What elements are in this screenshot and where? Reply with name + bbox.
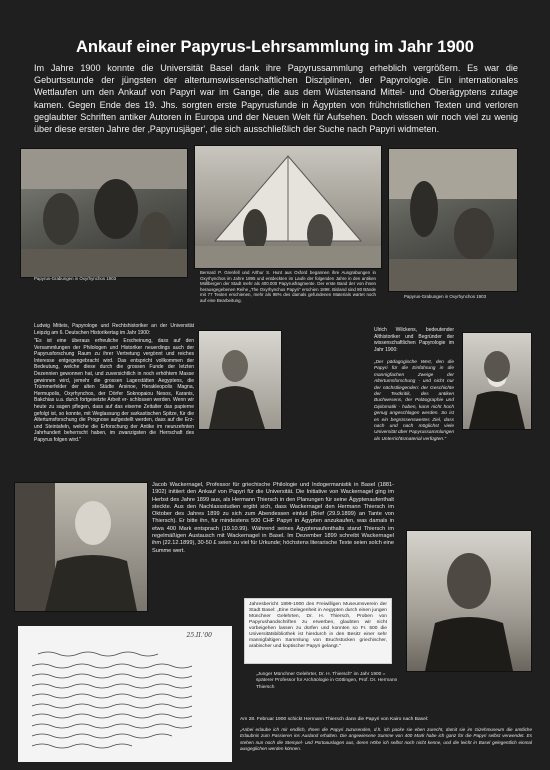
museumsverein-report-box: Jahresbericht 1899-1900 des Freiwilligen Museumsverein der Stadt Basel: „Eine Gelegenheit in Aegypten durch einen jungen Münchner Gelehrten, Dr. H. Thiersch, Proben von Papyrushandschriften zu erwerben, glaubten wir nicht vorbeigehen lassen zu dürfen und konnten so Fr. 500 die Universitätsbibliothek ist hierdurch in den Besitz einer sehr mannigfaltigen Sammlung von Bruchstücken griechischer, arabischer und koptischer Papyri gelangt." xyxy=(244,598,392,664)
excavation-photo-right xyxy=(388,148,518,292)
middle-photo-caption: Bernard P. Grenfell und Arthur S. Hunt aus Oxford begannen ihre Ausgrabungen in Oxyrhynchos im Jahre 1895 und entdeckten im Laufe der folgenden Jahre in den antiken Müllbergen der Stadt mehr als 400.000 Papyrusfragmente. Der erste Band der von ihnen herausgegebenen Reihe „The Oxyrhynchus Papyri" erschien 1898. Bisland sind 80 Bände mit 77 Texten erschienen, mehr als 98% des damals gefundenen Materials wartet noch auf eine Bearbeitung. xyxy=(200,270,376,303)
bottom-lead: Am 28. Februar 1900 schickt Hermann Thiersch dann die Papyri von Kairo nach Basel: xyxy=(240,717,429,722)
right-photo-caption: Papyrus-Grabungen in Oxyrhynchos 1903 xyxy=(404,294,487,299)
grenfell-hunt-tent-photo xyxy=(194,145,382,269)
mitteis-portrait xyxy=(198,330,282,430)
intro-text: Im Jahre 1900 konnte die Universität Basel dank ihre Papyrussammlung erheblich vergrößern. Es war die Geburtsstunde der jüngsten der altertumswissenschaftlichen Disziplinen, der Papyrologie. Ein internationales Wettlaufen um den Ankauf von Papyri war im Gange, die aus dem Wüstensand Mittel- und Oberägyptens zutage kamen. Gegen Ende des 19. Jhs. sorgten erste Papyrusfunde in Ägypten von frühchristlichen Texten und verloren geglaubter Schriften antiker Autoren in Europa und der Neuen Welt für Aufsehen. Doch wissen wir noch viel zu wenig über diese ersten Jahre der ‚Papyrusjäger', die sich ausschließlich der Suche nach Papyri widmeten. xyxy=(34,63,518,135)
wilcken-portrait xyxy=(462,332,532,430)
letter-handwriting xyxy=(18,626,232,762)
page-title: Ankauf einer Papyrus-Lehrsammlung im Jahr 1900 xyxy=(76,38,474,56)
wilcken-quote: „Der pädagogische Wert, den die Papyri für die Einführung in die mannigfachen Zweige der Altertumsforschung - und nicht nur der nächstliegenden: der Geschichte der Textkritik, des antiken Buchwesens, der Paläographie und Diplomatik - haben, kann nicht hoch genug angeschlagen werden. So ist es ein begrüssenswertes Ziel, dass nach und nach möglichst viele Universität über Papyrussammlungen als Unterrichtsmaterial verfügten." xyxy=(374,360,454,442)
wackernagel-text: Jacob Wackernagel, Professor für griechische Philologie und Indogermanistik in Basel (1881-1902) initiiert den Ankauf von Papyri für die Universität. Die Initiative von Wackernagel ging im Herbst des Jahre 1899 aus, als Hermann Thiersch in den Planungen für seine Ägyptenaufenthalt steckte. Aus den Nachlassstudien ergibt sich, dass Wackernagel den Hermann Thiersch im Oktober des Jahres 1899 zu sich zum Abendessen einlud (Brief (29.9.1899) an Tante von Thiersch). Er bitte ihn, für mindestens 500 CHF Papyri in Ägypten anzukaufen, was damals in etwa 400 Mark entsprach (19.10.99). Während seines Ägyptenaufenthalts stand Thiersch im regelmäßigen Austausch mit Wackernagel in Basel. Im Dezember 1899 schreibt Wackernagel ihm (22.12.1899), 30-50 £ seien zu viel für Urkunde; höchstens literarische Texte seien solch eine Summe wert. xyxy=(152,482,394,554)
bottom-quote: „Anbei erlaube ich mir endlich, Ihnen die Papyri zuzusenden, d.h. ich packe sie eben zurecht, damit sie im Gizehmuseum die amtliche Erlaubnis zum Passieren ins Ausland erhalten. Die angewiesene Summe von 400 Mark habe ich ganz für die Papyri selbst verwendet. Es stehen nun noch die Stempel- und Portoauslagen aus, deren Höhe ich selbst noch nicht kenne, und die leicht in Basel gelegentlich einmal ausgeglichen werden können. xyxy=(240,727,532,752)
wilcken-heading: Ulrich Wilckens, bedeutender Althistoriker und Begründer der wissenschaftlichen Papyrologie im Jahr 1900: xyxy=(374,327,454,353)
thiersch-letter-image xyxy=(18,626,232,762)
mitteis-heading: Ludwig Mitteis, Papyrologe und Rechtshistoriker an der Universität Leipzig am 6. Deutschen Historikertag im Jahr 1900: xyxy=(34,323,194,336)
thiersch-portrait xyxy=(406,530,532,672)
letter-date: 25.II.'00 xyxy=(186,632,212,639)
mitteis-quote: "Es ist eine überaus erfreuliche Erscheinung, dass auf den Versammlungen der Philologen und Historiker neuerdings auch der Papyrusforschung Raum zu ihrer Vertretung vergönnt und reiches Interesse entgegengebracht wird. Das entspricht vollkommen der Bedeutung, welche diese durch die grossen Funde der letzten Dezennien gewonnen hat, und zuversichtlich in noch erhöhtem Masse gewinnen wird, jemehr die grossen Lagerstätten Aegyptens, die Trümmerfelder der alten Städte Arsinoe, Herakleopolis Magna, Hermupolis, Oxyrhynchos, der Dörfer Soknopaiou Nesos, Karanis, Bakchias u.a. durch fortgesetzte Arbeit er- schlossen werden. Wenn wir heute zu sagen pflegen, dass auf das eiserne Zeitalter das papierne gefolgt ist, so konnte, mit Weglassung der sarkastischen Spitze, für die Altertumsforschung die Prognose aufgestellt werden, dass auf die Erz- und Steintafeln, welche die Erforschung der Antike im neunzehnten Jahrhundert beherrscht haben, im zwanzigsten die Herrschaft des Papyrus folgen wird." xyxy=(34,338,194,443)
excavation-photo-left xyxy=(20,148,188,278)
wackernagel-portrait xyxy=(14,482,148,612)
left-photo-caption: Papyrus-Grabungen in Oxyrhynchos 1903 xyxy=(34,276,117,281)
thiersch-caption: „Junger Münchner Gelehrter, Dr. H. Thiersch" im Jahr 1900 = späterer Professor für Archäologie in Göttingen, Prof. Dr. Hermann Thiersch xyxy=(256,672,398,690)
